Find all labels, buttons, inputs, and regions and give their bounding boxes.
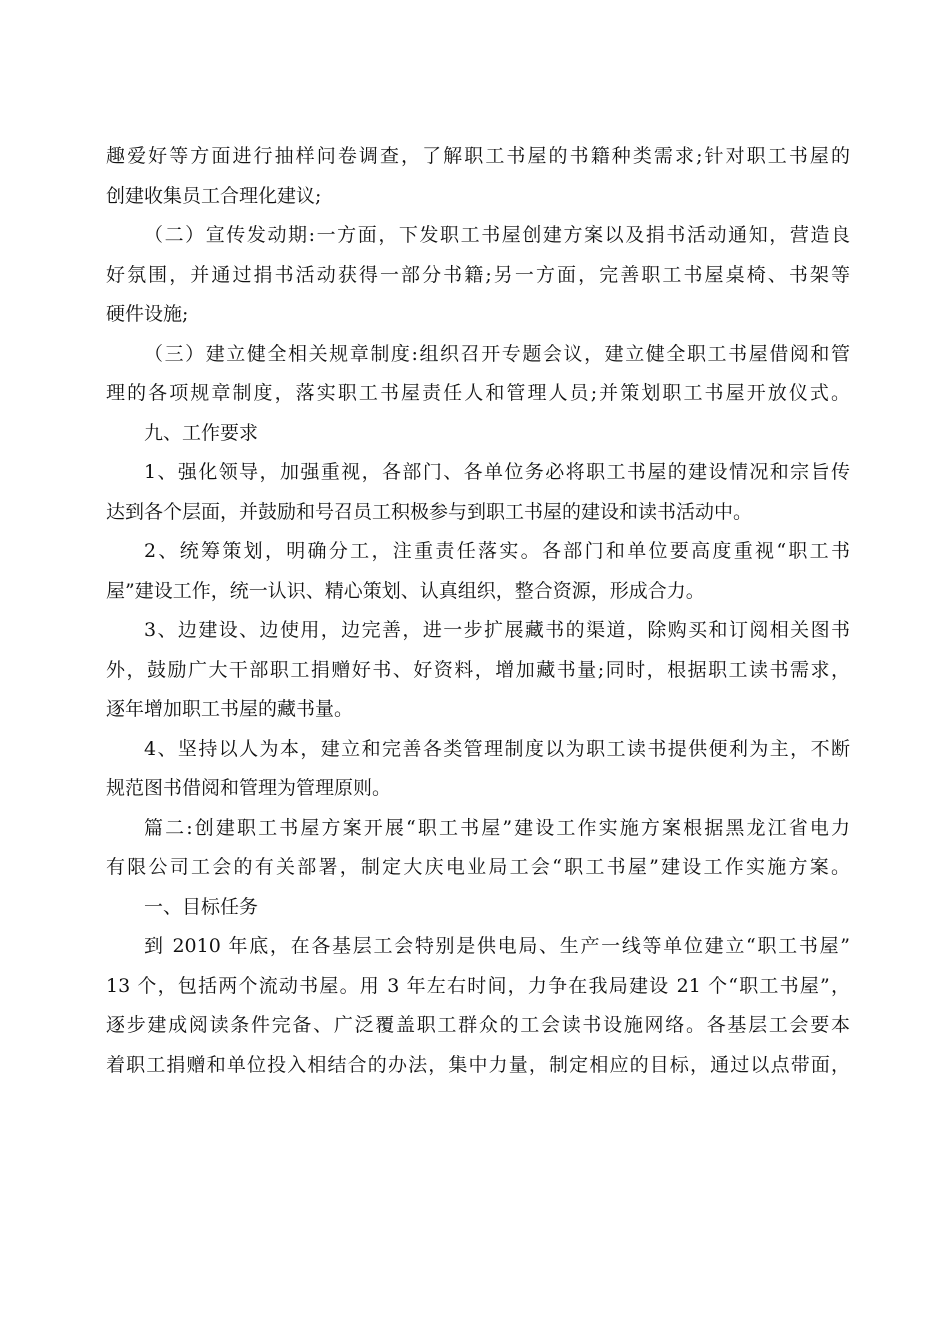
text-line: 到 2010 年底，在各基层工会特别是供电局、生产一线等单位建立“职工书屋”	[144, 935, 850, 957]
text-line: 篇二:创建职工书屋方案开展“职工书屋”建设工作实施方案根据黑龙江省电力	[144, 816, 850, 839]
text-line: 13 个，包括两个流动书屋。用 3 年左右时间，力争在我局建设 21 个“职工书屋”，	[106, 974, 850, 997]
text-line: 趣爱好等方面进行抽样问卷调查，了解职工书屋的书籍种类需求;针对职工书屋的	[106, 145, 850, 167]
text-line: 创建收集员工合理化建议;	[106, 184, 322, 207]
text-line: 着职工捐赠和单位投入相结合的办法，集中力量，制定相应的目标，通过以点带面，	[106, 1053, 850, 1076]
text-line: 1、强化领导，加强重视，各部门、各单位务必将职工书屋的建设情况和宗旨传	[144, 461, 850, 483]
text-line: 一、目标任务	[144, 895, 259, 918]
text-line: 外，鼓励广大干部职工捐赠好书、好资料，增加藏书量;同时，根据职工读书需求，	[106, 658, 850, 681]
text-line: （三）建立健全相关规章制度:组织召开专题会议，建立健全职工书屋借阅和管	[144, 342, 850, 365]
text-line: （二）宣传发动期:一方面，下发职工书屋创建方案以及捐书活动通知，营造良	[144, 224, 850, 246]
text-line: 逐步建成阅读条件完备、广泛覆盖职工群众的工会读书设施网络。各基层工会要本	[106, 1014, 850, 1036]
text-line: 理的各项规章制度，落实职工书屋责任人和管理人员;并策划职工书屋开放仪式。	[106, 382, 850, 404]
text-line: 2、统筹策划，明确分工，注重责任落实。各部门和单位要高度重视“职工书	[144, 540, 850, 562]
text-line: 逐年增加职工书屋的藏书量。	[106, 698, 354, 720]
text-line: 规范图书借阅和管理为管理原则。	[106, 777, 392, 799]
text-line: 九、工作要求	[144, 421, 259, 444]
text-line: 屋”建设工作，统一认识、精心策划、认真组织，整合资源，形成合力。	[106, 579, 705, 602]
text-line: 好氛围，并通过捐书活动获得一部分书籍;另一方面，完善职工书屋桌椅、书架等	[106, 263, 850, 286]
document-body	[106, 137, 850, 1085]
text-line: 硬件设施;	[106, 303, 189, 325]
text-line: 3、边建设、边使用，边完善，进一步扩展藏书的渠道，除购买和订阅相关图书	[144, 619, 850, 641]
text-line: 有限公司工会的有关部署，制定大庆电业局工会“职工书屋”建设工作实施方案。	[106, 856, 850, 878]
text-line: 达到各个层面，并鼓励和号召员工积极参与到职工书屋的建设和读书活动中。	[106, 500, 753, 523]
text-line: 4、坚持以人为本，建立和完善各类管理制度以为职工读书提供便利为主，不断	[144, 737, 850, 760]
